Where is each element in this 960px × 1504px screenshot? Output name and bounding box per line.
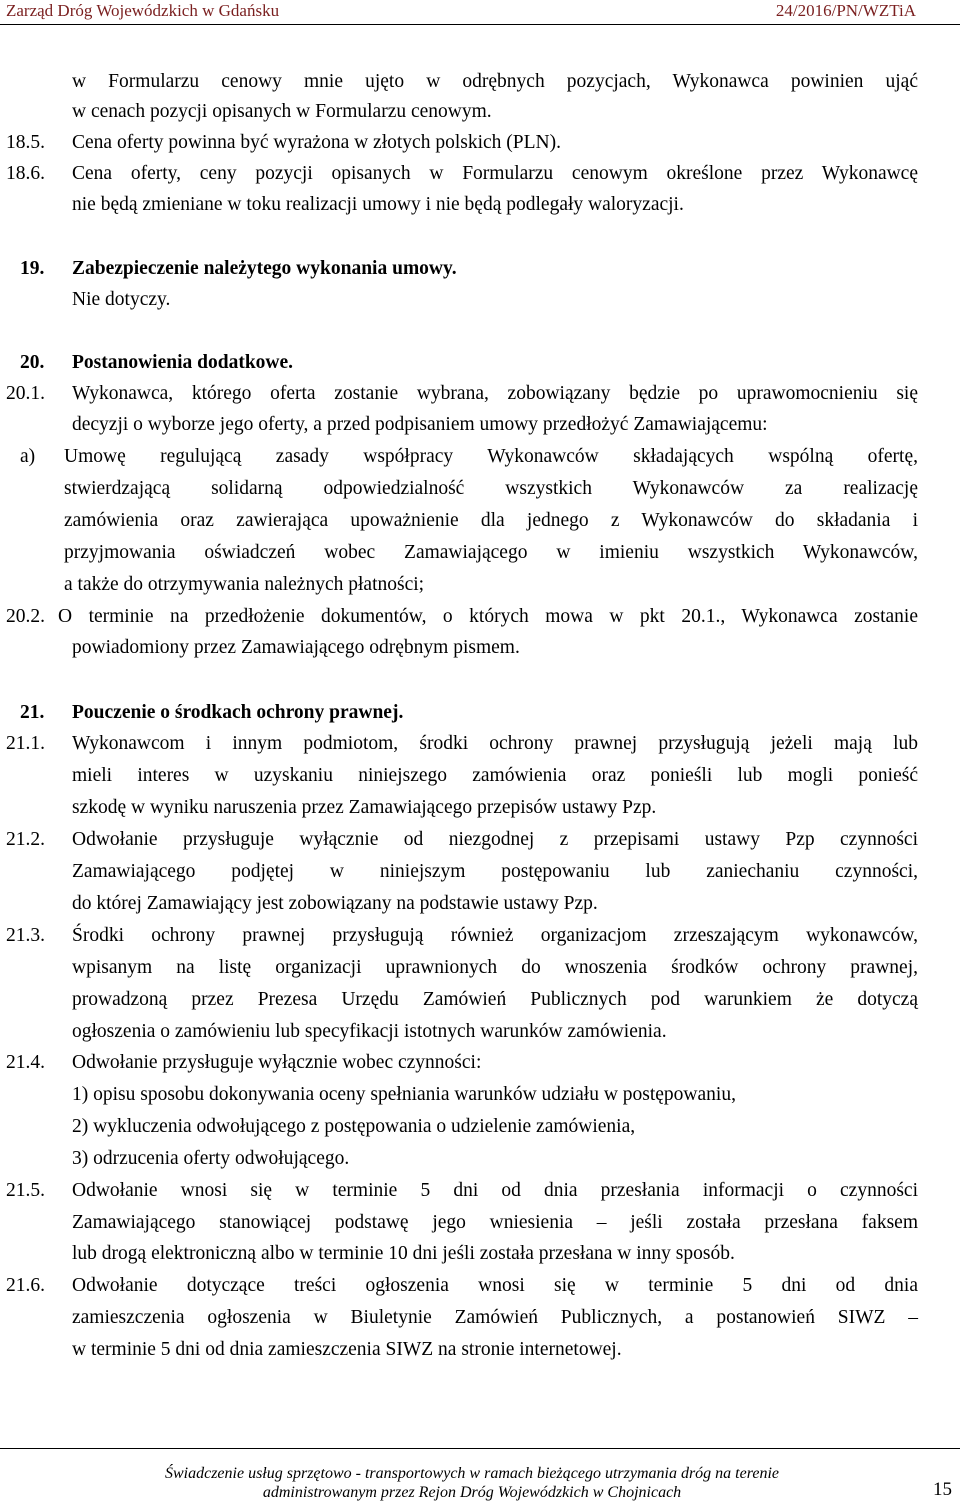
section-21-1: 21.1. Wykonawcom i innym podmiotom, środki ochrony prawnej przysługują jeżeli mają lub bbox=[0, 728, 960, 760]
footer-text-line-2: administrowanym przez Rejon Dróg Wojewódzkich w Chojnicach bbox=[262, 1484, 682, 1501]
section-number: 18.5. bbox=[6, 132, 45, 153]
section-number: 20.2. bbox=[6, 606, 45, 627]
text-line: a także do otrzymywania należnych płatności; bbox=[64, 574, 425, 595]
page-header bbox=[0, 0, 960, 25]
list-item-2: 2) wykluczenia odwołującego z postępowania o udzielenie zamówienia, bbox=[72, 1116, 636, 1137]
text-line: Zamawiającego podjętej w niniejszym postępowaniu lub zaniechaniu czynności, bbox=[72, 861, 918, 882]
section-number: 21.1. bbox=[6, 733, 45, 754]
text-line: w terminie 5 dni od dnia zamieszczenia SIWZ na stronie internetowej. bbox=[72, 1339, 622, 1360]
section-18-5: 18.5. Cena oferty powinna być wyrażona w złotych polskich (PLN). bbox=[0, 127, 960, 159]
list-item-a: a) Umowę regulującą zasady współpracy Wykonawców składających wspólną ofertę, bbox=[0, 441, 960, 473]
section-number: 21. bbox=[20, 702, 45, 723]
header-organization: Zarząd Dróg Wojewódzkich w Gdańsku bbox=[6, 1, 280, 20]
header-reference-number: 24/2016/PN/WZTiA bbox=[775, 1, 916, 20]
section-heading: Postanowienia dodatkowe. bbox=[72, 352, 294, 373]
section-number: 20. bbox=[20, 352, 45, 373]
text-line: szkodę w wyniku naruszenia przez Zamawiającego przepisów ustawy Pzp. bbox=[72, 797, 657, 818]
section-heading: Zabezpieczenie należytego wykonania umowy. bbox=[72, 258, 457, 279]
heading-20 bbox=[0, 347, 960, 379]
text-line: prowadzoną przez Prezesa Urzędu Zamówień Publicznych pod warunkiem że dotyczą bbox=[72, 989, 918, 1010]
section-21-3: 21.3. Środki ochrony prawnej przysługują również organizacjom zrzeszającym wykonawców, bbox=[0, 920, 960, 952]
section-21-4: 21.4. Odwołanie przysługuje wyłącznie wobec czynności: bbox=[0, 1047, 960, 1079]
footer-text-line-1: Świadczenie usług sprzętowo - transportowych w ramach bieżącego utrzymania dróg na terenie bbox=[164, 1465, 780, 1482]
text-line: przyjmowania oświadczeń wobec Zamawiającego w imieniu wszystkich Wykonawców, bbox=[64, 542, 918, 563]
text-line: w cenach pozycji opisanych w Formularzu cenowym. bbox=[72, 101, 492, 122]
text-line: decyzji o wyborze jego oferty, a przed podpisaniem umowy przedłożyć Zamawiającemu: bbox=[72, 414, 768, 435]
text-line: do której Zamawiający jest zobowiązany na podstawie ustawy Pzp. bbox=[72, 893, 598, 914]
list-item-1: 1) opisu sposobu dokonywania oceny spełniania warunków udziału w postępowaniu, bbox=[72, 1084, 736, 1105]
text-line: w Formularzu cenowy mnie ujęto w odrębnych pozycjach, Wykonawca powinien ująć bbox=[72, 71, 918, 92]
text-line: lub drogą elektroniczną albo w terminie 10 dni jeśli została przesłana w inny sposób. bbox=[72, 1243, 735, 1264]
section-number: 20.1. bbox=[6, 383, 45, 404]
footer-divider bbox=[0, 1448, 960, 1449]
section-21-5: 21.5. Odwołanie wnosi się w terminie 5 dni od dnia przesłania informacji o czynności bbox=[0, 1175, 960, 1207]
section-21-6: 21.6. Odwołanie dotyczące treści ogłoszenia wnosi się w terminie 5 dni od dnia bbox=[0, 1270, 960, 1302]
text-line: powiadomiony przez Zamawiającego odrębnym pismem. bbox=[72, 637, 520, 658]
text-line: zamieszczenia ogłoszenia w Biuletynie Zamówień Publicznych, a postanowień SIWZ – bbox=[72, 1307, 918, 1328]
section-20-1: 20.1. Wykonawca, którego oferta zostanie wybrana, zobowiązany będzie po uprawomocnieniu się bbox=[0, 378, 960, 410]
section-number: 21.6. bbox=[6, 1275, 45, 1296]
list-item-3: 3) odrzucenia oferty odwołującego. bbox=[72, 1148, 350, 1169]
text-line: Nie dotyczy. bbox=[72, 289, 171, 310]
heading-19 bbox=[0, 253, 960, 285]
section-number: 19. bbox=[20, 258, 45, 279]
section-number: 21.2. bbox=[6, 829, 45, 850]
section-number: 21.3. bbox=[6, 925, 45, 946]
section-number: 21.4. bbox=[6, 1052, 45, 1073]
text-line: wpisanym na listę organizacji uprawnionych do wnoszenia środków ochrony prawnej, bbox=[72, 957, 918, 978]
section-heading: Pouczenie o środkach ochrony prawnej. bbox=[72, 702, 404, 723]
section-18-6: 18.6. Cena oferty, ceny pozycji opisanych w Formularzu cenowym określone przez Wykonawcę bbox=[0, 158, 960, 190]
list-marker: a) bbox=[20, 446, 36, 467]
text-line: ogłoszenia o zamówieniu lub specyfikacji istotnych warunków zamówienia. bbox=[72, 1021, 667, 1042]
page-number: 15 bbox=[933, 1479, 952, 1500]
text-line: nie będą zmieniane w toku realizacji umowy i nie będą podlegały waloryzacji. bbox=[72, 194, 684, 215]
text-line: zamówienia oraz zawierająca upoważnienie dla jednego z Wykonawców do składania i bbox=[64, 510, 918, 531]
section-number: 18.6. bbox=[6, 163, 45, 184]
section-20-2: 20.2. O terminie na przedłożenie dokumentów, o których mowa w pkt 20.1., Wykonawca zostanie bbox=[0, 601, 960, 633]
section-number: 21.5. bbox=[6, 1180, 45, 1201]
section-21-2: 21.2. Odwołanie przysługuje wyłącznie od niezgodnej z przepisami ustawy Pzp czynności bbox=[0, 824, 960, 856]
heading-21 bbox=[0, 697, 960, 729]
text-line: stwierdzającą solidarną odpowiedzialność wszystkich Wykonawców za realizację bbox=[64, 478, 918, 499]
text-line: mieli interes w uzyskaniu niniejszego zamówienia oraz ponieśli lub mogli ponieść bbox=[72, 765, 918, 786]
text-line: Zamawiającego stanowiącej podstawę jego wniesienia – jeśli została przesłana faksem bbox=[72, 1212, 918, 1233]
